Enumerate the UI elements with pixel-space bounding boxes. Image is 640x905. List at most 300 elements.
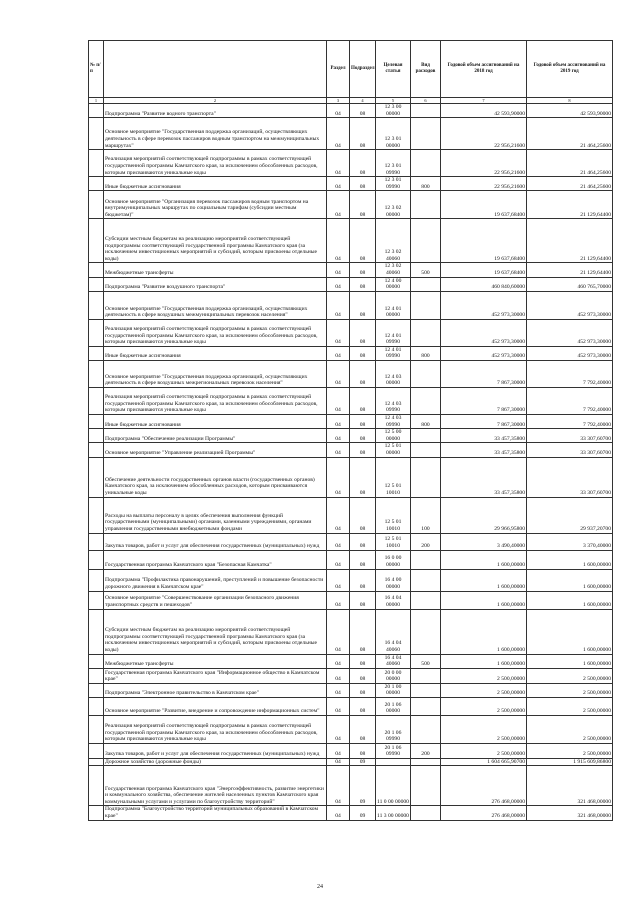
cell-podrazdel: 08	[350, 550, 376, 569]
cell-razdel: 04	[327, 683, 350, 697]
cell-name: Государственная программа Камчатского края "Безопасная Камчатка"	[104, 550, 327, 569]
cell-2019: 21 129,64400	[527, 263, 613, 277]
cell-2019: 460 765,70000	[527, 277, 613, 291]
cell-2019: 33 307,60700	[527, 457, 613, 497]
cell-razdel: 04	[327, 697, 350, 715]
cell-target-article: 20 1 06 09990	[376, 743, 411, 758]
table-row	[89, 104, 613, 118]
cell-number	[89, 277, 104, 291]
cell-2018: 276 468,00000	[441, 806, 527, 820]
cell-razdel: 04	[327, 429, 350, 443]
table-row	[89, 177, 613, 191]
cell-podrazdel: 08	[350, 591, 376, 609]
cell-expense-type	[411, 806, 441, 820]
cell-2019: 42 593,90000	[527, 104, 613, 118]
cell-expense-type	[411, 766, 441, 806]
table-row	[89, 533, 613, 550]
cell-2019: 1 600,00000	[527, 609, 613, 654]
cell-number	[89, 118, 104, 150]
cell-target-article: 12 4 03 00000	[376, 360, 411, 387]
cell-target-article: 12 3 02 00000	[376, 191, 411, 219]
cell-target-article: 12 3 02 40060	[376, 263, 411, 277]
cell-number	[89, 346, 104, 360]
cell-target-article: 12 4 01 09990	[376, 346, 411, 360]
cell-razdel: 04	[327, 414, 350, 428]
cell-expense-type	[411, 591, 441, 609]
cell-expense-type: 800	[411, 177, 441, 191]
cell-2018: 2 500,00000	[441, 743, 527, 758]
cell-2019: 1 600,00000	[527, 550, 613, 569]
cell-2019: 3 370,40000	[527, 533, 613, 550]
cell-2019: 33 307,60700	[527, 443, 613, 457]
cell-target-article: 12 4 03 09990	[376, 414, 411, 428]
cell-2018: 1 600,00000	[441, 591, 527, 609]
cell-2019: 2 500,00000	[527, 715, 613, 743]
table-row	[89, 457, 613, 497]
cell-target-article: 12 4 00 00000	[376, 277, 411, 291]
cell-number	[89, 697, 104, 715]
cell-number	[89, 715, 104, 743]
cell-podrazdel: 08	[350, 743, 376, 758]
cell-razdel: 04	[327, 533, 350, 550]
table-row	[89, 291, 613, 319]
cell-name: Подпрограмма "Электронное правительство в Камчатском крае"	[104, 683, 327, 697]
cell-expense-type	[411, 219, 441, 263]
cell-name: Дорожное хозяйство (дорожные фонды)	[104, 758, 327, 766]
cell-expense-type: 500	[411, 654, 441, 668]
table-row	[89, 360, 613, 387]
cell-2019: 452 973,30000	[527, 319, 613, 346]
cell-name: Субсидии местным бюджетам на реализацию мероприятий соответствующей подпрограммы соответствующей государственной программы Камчатского края (за исключением инвестиционных мероприятий и субсидий, которым присвоены отдельные коды)	[104, 609, 327, 654]
table-row	[89, 683, 613, 697]
table-row	[89, 550, 613, 569]
cell-2018: 2 500,00000	[441, 697, 527, 715]
cell-2019: 1 600,00000	[527, 654, 613, 668]
cell-target-article: 16 0 00 00000	[376, 550, 411, 569]
table-row	[89, 758, 613, 766]
table-row	[89, 591, 613, 609]
table-body	[89, 104, 613, 821]
cell-number	[89, 743, 104, 758]
cell-number	[89, 414, 104, 428]
header-row	[89, 41, 613, 98]
cell-razdel: 04	[327, 569, 350, 591]
table-row	[89, 806, 613, 820]
cell-name: Основное мероприятие "Государственная поддержка организаций, осуществляющих деятельность в сфере воздушных межрегиональных перевозок населения"	[104, 360, 327, 387]
cell-2018: 19 637,68400	[441, 191, 527, 219]
cell-podrazdel: 08	[350, 291, 376, 319]
cell-number	[89, 263, 104, 277]
cell-2019: 452 973,30000	[527, 346, 613, 360]
cell-name: Основное мероприятие "Развитие, внедрение и сопровождение информационных систем"	[104, 697, 327, 715]
cell-target-article: 20 0 00 00000	[376, 668, 411, 683]
cell-2019: 21 129,64400	[527, 191, 613, 219]
cell-podrazdel: 08	[350, 219, 376, 263]
cell-2019: 21 464,25600	[527, 150, 613, 177]
cell-number	[89, 668, 104, 683]
cell-razdel: 04	[327, 609, 350, 654]
cell-2018: 7 867,30000	[441, 360, 527, 387]
cell-2018: 29 966,95800	[441, 497, 527, 533]
cell-name: Расходы на выплаты персоналу в целях обеспечения выполнения функций государственными (муниципальными) органами, казенными учреждениями, органами управления государственными внебюджетными фондами	[104, 497, 327, 533]
header-razdel: Раздел	[327, 41, 350, 98]
cell-target-article: 12 3 00 00000	[376, 104, 411, 118]
cell-number	[89, 569, 104, 591]
cell-target-article: 12 5 01 10010	[376, 457, 411, 497]
cell-2018: 3 490,40000	[441, 533, 527, 550]
cell-2018: 7 867,30000	[441, 387, 527, 414]
cell-2019: 2 500,00000	[527, 697, 613, 715]
cell-2018: 22 956,21600	[441, 150, 527, 177]
cell-2018: 1 604 665,90700	[441, 758, 527, 766]
cell-number	[89, 219, 104, 263]
cell-razdel: 04	[327, 758, 350, 766]
cell-expense-type	[411, 429, 441, 443]
column-number: 8	[527, 98, 613, 104]
cell-2018: 33 457,35800	[441, 429, 527, 443]
cell-number	[89, 104, 104, 118]
cell-expense-type: 800	[411, 346, 441, 360]
cell-target-article: 16 4 04 00000	[376, 591, 411, 609]
cell-2019: 7 792,40000	[527, 360, 613, 387]
cell-podrazdel: 08	[350, 569, 376, 591]
cell-target-article	[376, 758, 411, 766]
table-row	[89, 715, 613, 743]
cell-razdel: 04	[327, 668, 350, 683]
header-podrazdel: Подраздел	[350, 41, 376, 98]
cell-2018: 7 867,30000	[441, 414, 527, 428]
column-number: 1	[89, 98, 104, 104]
cell-number	[89, 766, 104, 806]
cell-2018: 1 600,00000	[441, 550, 527, 569]
cell-expense-type: 100	[411, 497, 441, 533]
cell-target-article: 12 5 01 00000	[376, 443, 411, 457]
cell-expense-type	[411, 457, 441, 497]
cell-2018: 22 956,21600	[441, 177, 527, 191]
cell-target-article: 12 4 03 09990	[376, 387, 411, 414]
cell-name: Подпрограмма "Благоустройство территорий муниципальных образований в Камчатском крае"	[104, 806, 327, 820]
cell-name: Государственная программа Камчатского края "Энергоэффективность, развитие энергетики и коммунального хозяйства, обеспечение жителей населенных пунктов Камчатского края коммунальными услугами и услугами по благоустройству территорий"	[104, 766, 327, 806]
cell-target-article: 16 4 04 40060	[376, 654, 411, 668]
cell-podrazdel: 08	[350, 191, 376, 219]
cell-name: Реализация мероприятий соответствующей подпрограммы в рамках соответствующей государственной программы Камчатского края, за исключением обособленных расходов, которым присваиваются уникальные коды	[104, 387, 327, 414]
cell-name: Подпрограмма "Профилактика правонарушений, преступлений и повышение безопасности дорожного движения в Камчатском крае"	[104, 569, 327, 591]
cell-podrazdel: 08	[350, 387, 376, 414]
table-row	[89, 118, 613, 150]
cell-2019: 21 464,25600	[527, 118, 613, 150]
cell-2019: 1 600,00000	[527, 569, 613, 591]
cell-name: Реализация мероприятий соответствующей подпрограммы в рамках соответствующей государственной программы Камчатского края, за исключением обособленных расходов, которым присваиваются уникальные коды	[104, 715, 327, 743]
cell-2019: 1 915 609,86800	[527, 758, 613, 766]
cell-razdel: 04	[327, 277, 350, 291]
cell-razdel: 04	[327, 457, 350, 497]
cell-name: Основное мероприятие "Государственная поддержка организаций, осуществляющих деятельность в сфере воздушных межмуниципальных перевозок населения"	[104, 291, 327, 319]
table-row	[89, 497, 613, 533]
cell-2019: 7 792,40000	[527, 387, 613, 414]
header-2019: Годовой объем ассигнований на 2019 год	[527, 41, 613, 98]
cell-expense-type	[411, 191, 441, 219]
table-row	[89, 429, 613, 443]
cell-podrazdel: 08	[350, 319, 376, 346]
cell-2018: 276 468,00000	[441, 766, 527, 806]
cell-podrazdel: 08	[350, 277, 376, 291]
table-row	[89, 697, 613, 715]
cell-target-article: 12 4 01 09990	[376, 319, 411, 346]
cell-target-article: 16 4 00 00000	[376, 569, 411, 591]
cell-name: Реализация мероприятий соответствующей подпрограммы в рамках соответствующей государственной программы Камчатского края, за исключением обособленных расходов, которым присваиваются уникальные коды	[104, 150, 327, 177]
cell-podrazdel: 08	[350, 360, 376, 387]
cell-name: Обеспечение деятельности государственных органов власти (государственных органов) Камчатского края, за исключением обособленных расходов, которым присваиваются уникальные коды	[104, 457, 327, 497]
cell-name: Подпрограмма "Развитие воздушного транспорта"	[104, 277, 327, 291]
cell-name: Иные бюджетные ассигнования	[104, 177, 327, 191]
cell-name: Иные бюджетные ассигнования	[104, 346, 327, 360]
cell-podrazdel: 08	[350, 668, 376, 683]
cell-target-article: 12 5 01 10010	[376, 533, 411, 550]
cell-razdel: 04	[327, 743, 350, 758]
cell-razdel: 04	[327, 291, 350, 319]
cell-number	[89, 533, 104, 550]
cell-2019: 321 468,00000	[527, 806, 613, 820]
cell-2018: 452 973,30000	[441, 346, 527, 360]
cell-expense-type	[411, 683, 441, 697]
table-row	[89, 219, 613, 263]
cell-razdel: 04	[327, 443, 350, 457]
cell-razdel: 04	[327, 104, 350, 118]
cell-expense-type	[411, 150, 441, 177]
cell-target-article: 11 3 00 00000	[376, 806, 411, 820]
cell-target-article: 12 5 00 00000	[376, 429, 411, 443]
cell-2018: 33 457,35800	[441, 457, 527, 497]
cell-expense-type	[411, 569, 441, 591]
cell-razdel: 04	[327, 319, 350, 346]
header-expense-type: Вид расходов	[411, 41, 441, 98]
cell-expense-type	[411, 715, 441, 743]
cell-number	[89, 806, 104, 820]
cell-expense-type	[411, 104, 441, 118]
cell-2018: 33 457,35800	[441, 443, 527, 457]
cell-expense-type	[411, 387, 441, 414]
cell-razdel: 04	[327, 806, 350, 820]
cell-razdel: 04	[327, 263, 350, 277]
cell-podrazdel: 08	[350, 443, 376, 457]
cell-podrazdel: 08	[350, 457, 376, 497]
cell-expense-type	[411, 277, 441, 291]
cell-razdel: 04	[327, 150, 350, 177]
cell-podrazdel: 08	[350, 414, 376, 428]
cell-podrazdel: 08	[350, 429, 376, 443]
page-number: 24	[317, 884, 323, 890]
cell-2018: 460 840,60000	[441, 277, 527, 291]
header-name	[104, 41, 327, 98]
cell-razdel: 04	[327, 191, 350, 219]
cell-razdel: 04	[327, 766, 350, 806]
column-number: 7	[441, 98, 527, 104]
cell-2019: 321 468,00000	[527, 766, 613, 806]
header-number: № п/п	[89, 41, 104, 98]
cell-razdel: 04	[327, 715, 350, 743]
cell-podrazdel: 08	[350, 263, 376, 277]
cell-expense-type	[411, 319, 441, 346]
table-row	[89, 346, 613, 360]
cell-podrazdel: 08	[350, 609, 376, 654]
cell-2019: 29 937,20700	[527, 497, 613, 533]
cell-podrazdel: 08	[350, 346, 376, 360]
column-number: 3	[327, 98, 350, 104]
cell-number	[89, 683, 104, 697]
cell-expense-type	[411, 291, 441, 319]
cell-podrazdel: 08	[350, 150, 376, 177]
cell-2019: 21 129,64400	[527, 219, 613, 263]
cell-number	[89, 429, 104, 443]
cell-podrazdel: 09	[350, 758, 376, 766]
cell-target-article: 12 3 01 09990	[376, 177, 411, 191]
cell-podrazdel: 08	[350, 683, 376, 697]
cell-name: Межбюджетные трансферты	[104, 263, 327, 277]
table-row	[89, 609, 613, 654]
cell-expense-type	[411, 443, 441, 457]
cell-2018: 22 956,21600	[441, 118, 527, 150]
cell-razdel: 04	[327, 591, 350, 609]
table-row	[89, 743, 613, 758]
cell-2018: 452 973,30000	[441, 319, 527, 346]
table-row	[89, 277, 613, 291]
cell-razdel: 04	[327, 360, 350, 387]
cell-2019: 21 464,25600	[527, 177, 613, 191]
cell-name: Государственная программа Камчатского края "Информационное общество в Камчатском крае"	[104, 668, 327, 683]
cell-razdel: 04	[327, 387, 350, 414]
cell-podrazdel: 09	[350, 766, 376, 806]
cell-number	[89, 609, 104, 654]
cell-podrazdel: 08	[350, 118, 376, 150]
cell-expense-type: 500	[411, 263, 441, 277]
cell-expense-type	[411, 360, 441, 387]
cell-name: Основное мероприятие "Совершенствование организации безопасного движения транспортных средств и пешеходов"	[104, 591, 327, 609]
cell-target-article: 11 0 00 00000	[376, 766, 411, 806]
cell-number	[89, 497, 104, 533]
table-row	[89, 414, 613, 428]
cell-number	[89, 150, 104, 177]
cell-razdel: 04	[327, 654, 350, 668]
table-row	[89, 150, 613, 177]
cell-2018: 19 637,68400	[441, 219, 527, 263]
column-number: 4	[350, 98, 376, 104]
cell-name: Основное мероприятие "Государственная поддержка организаций, осуществляющих деятельность в сфере перевозок пассажиров водным транспортом на межмуниципальных маршрутах"	[104, 118, 327, 150]
table-row	[89, 319, 613, 346]
cell-2019: 2 500,00000	[527, 683, 613, 697]
cell-number	[89, 591, 104, 609]
cell-number	[89, 191, 104, 219]
cell-number	[89, 550, 104, 569]
budget-table	[88, 40, 613, 821]
cell-2018: 2 500,00000	[441, 668, 527, 683]
cell-name: Субсидии местным бюджетам на реализацию мероприятий соответствующей подпрограммы соответствующей государственной программы Камчатского края (за исключением инвестиционных мероприятий и субсидий, которым присвоены отдельные коды)	[104, 219, 327, 263]
cell-number	[89, 291, 104, 319]
table-row	[89, 191, 613, 219]
table-row	[89, 668, 613, 683]
cell-2019: 452 973,30000	[527, 291, 613, 319]
cell-2018: 42 593,90000	[441, 104, 527, 118]
cell-target-article: 16 4 04 40060	[376, 609, 411, 654]
cell-2019: 33 307,60700	[527, 429, 613, 443]
cell-expense-type: 200	[411, 533, 441, 550]
cell-expense-type	[411, 668, 441, 683]
cell-name: Реализация мероприятий соответствующей подпрограммы в рамках соответствующей государственной программы Камчатского края, за исключением обособленных расходов, которым присваиваются уникальные коды	[104, 319, 327, 346]
cell-name: Подпрограмма "Развитие водного транспорта"	[104, 104, 327, 118]
cell-number	[89, 457, 104, 497]
cell-name: Закупка товаров, работ и услуг для обеспечения государственных (муниципальных) нужд	[104, 533, 327, 550]
cell-expense-type	[411, 118, 441, 150]
cell-number	[89, 387, 104, 414]
cell-name: Основное мероприятие "Управление реализацией Программы"	[104, 443, 327, 457]
table-row	[89, 387, 613, 414]
cell-expense-type	[411, 550, 441, 569]
cell-target-article: 20 1 06 00000	[376, 697, 411, 715]
cell-razdel: 04	[327, 497, 350, 533]
cell-expense-type	[411, 697, 441, 715]
cell-podrazdel: 08	[350, 533, 376, 550]
cell-target-article: 20 1 00 00000	[376, 683, 411, 697]
cell-name: Иные бюджетные ассигнования	[104, 414, 327, 428]
header-target-article: Целевая статья	[376, 41, 411, 98]
table-row	[89, 443, 613, 457]
cell-podrazdel: 08	[350, 654, 376, 668]
cell-target-article: 12 3 02 40060	[376, 219, 411, 263]
cell-razdel: 04	[327, 550, 350, 569]
table-row	[89, 263, 613, 277]
cell-2018: 1 600,00000	[441, 654, 527, 668]
cell-name: Подпрограмма "Обеспечение реализации Программы"	[104, 429, 327, 443]
cell-expense-type	[411, 758, 441, 766]
cell-2018: 1 600,00000	[441, 569, 527, 591]
cell-podrazdel: 08	[350, 104, 376, 118]
table-row	[89, 766, 613, 806]
column-number: 6	[411, 98, 441, 104]
cell-target-article: 12 3 01 00000	[376, 118, 411, 150]
cell-name: Закупка товаров, работ и услуг для обеспечения государственных (муниципальных) нужд	[104, 743, 327, 758]
cell-target-article: 12 5 01 10010	[376, 497, 411, 533]
cell-podrazdel: 08	[350, 177, 376, 191]
cell-number	[89, 654, 104, 668]
cell-target-article: 20 1 06 09990	[376, 715, 411, 743]
cell-name: Межбюджетные трансферты	[104, 654, 327, 668]
cell-podrazdel: 08	[350, 697, 376, 715]
cell-podrazdel: 08	[350, 497, 376, 533]
cell-number	[89, 319, 104, 346]
document-sheet	[88, 40, 612, 821]
table-row	[89, 569, 613, 591]
cell-razdel: 04	[327, 219, 350, 263]
cell-name: Основное мероприятие "Организация перевозок пассажиров водным транспортом на внутримуниципальных маршрутах по социальным тарифам (субсидии местным бюджетам)"	[104, 191, 327, 219]
cell-razdel: 04	[327, 118, 350, 150]
cell-podrazdel: 09	[350, 806, 376, 820]
cell-razdel: 04	[327, 346, 350, 360]
cell-razdel: 04	[327, 177, 350, 191]
column-number: 2	[104, 98, 327, 104]
cell-expense-type	[411, 609, 441, 654]
table-row	[89, 654, 613, 668]
header-2018: Годовой объем ассигнований на 2018 год	[441, 41, 527, 98]
cell-2018: 452 973,30000	[441, 291, 527, 319]
cell-expense-type: 200	[411, 743, 441, 758]
cell-2019: 1 600,00000	[527, 591, 613, 609]
cell-2019: 7 792,40000	[527, 414, 613, 428]
cell-2019: 2 500,00000	[527, 743, 613, 758]
cell-2018: 1 600,00000	[441, 609, 527, 654]
cell-2018: 19 637,68400	[441, 263, 527, 277]
cell-expense-type: 800	[411, 414, 441, 428]
cell-2018: 2 500,00000	[441, 683, 527, 697]
cell-podrazdel: 08	[350, 715, 376, 743]
